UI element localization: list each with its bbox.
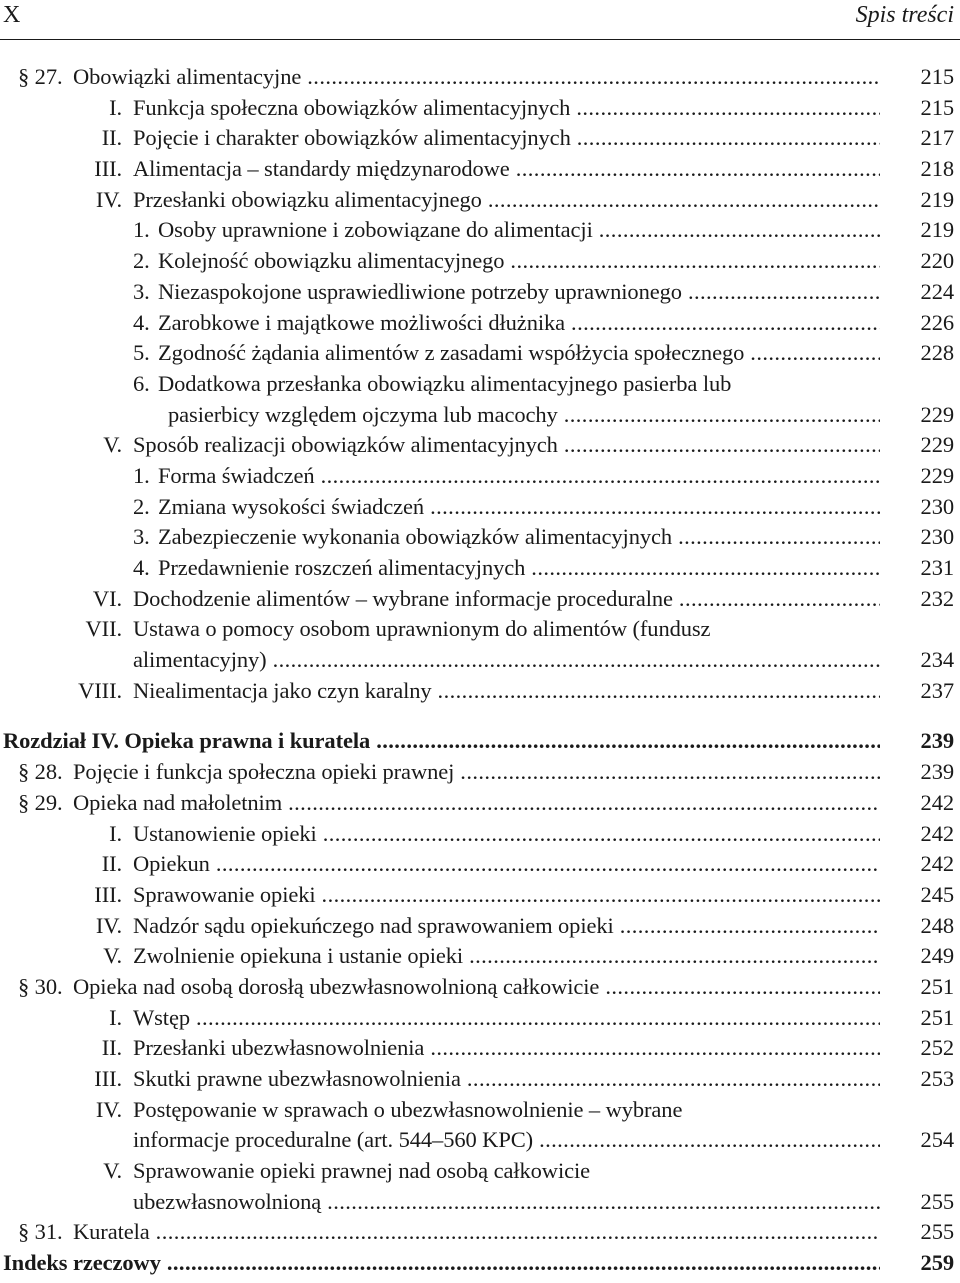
toc-row (0, 277, 960, 308)
toc-page-number: 242 (920, 789, 954, 815)
toc-entry-title: Obowiązki alimentacyjne ..... (73, 62, 880, 93)
toc-entry-number: III. (94, 156, 122, 182)
toc-entry-title: Opieka nad małoletnim ..... (73, 788, 880, 819)
toc-row (0, 788, 960, 819)
toc-entry-title: Alimentacja – standardy międzynarodowe ..... (133, 154, 880, 185)
toc-entry-title: Indeks rzeczowy ..... (3, 1248, 880, 1279)
toc-entry-number: IV. (95, 912, 122, 938)
toc-entry-title: Skutki prawne ubezwłasnowolnienia ..... (133, 1064, 880, 1095)
toc-entry-title: Zabezpieczenie wykonania obowiązków alimentacyjnych ..... (158, 522, 880, 553)
toc-entry-title: Opiekun ..... (133, 849, 880, 880)
toc-page-number: 215 (920, 64, 954, 89)
toc-entry-number: 4. (133, 309, 150, 335)
toc-row (0, 880, 960, 911)
toc-entry-number: IV. (95, 186, 122, 212)
toc-entry-title: Opieka nad osobą dorosłą ubezwłasnowolnioną całkowicie ..... (73, 972, 880, 1003)
toc-entry-number: § 31. (18, 1219, 63, 1245)
toc-entry-title: Ustawa o pomocy osobom uprawnionym do alimentów (fundusz (133, 616, 711, 642)
toc-entry-title: Pojęcie i funkcja społeczna opieki prawnej ..... (73, 757, 880, 788)
toc-page-number: 230 (920, 493, 954, 519)
toc-chapter-row (0, 1248, 960, 1279)
toc-entry-title: Zmiana wysokości świadczeń ..... (158, 492, 880, 523)
toc-page-number: 215 (920, 94, 954, 120)
toc-entry-number: VI. (92, 585, 122, 611)
toc-row (0, 154, 960, 185)
running-title: Spis treści (855, 2, 954, 28)
toc-row (0, 584, 960, 615)
toc-entry-title: Ustanowienie opieki ..... (133, 819, 880, 850)
toc-page-number: 245 (920, 881, 954, 907)
toc-entry-title: Rozdział IV. Opieka prawna i kuratela ..... (3, 726, 880, 757)
toc-row (0, 553, 960, 584)
toc-page-number: 255 (920, 1219, 954, 1245)
toc-entry-number: VII. (85, 616, 122, 642)
toc-row (0, 430, 960, 461)
toc-entry-title: Wstęp ..... (133, 1003, 880, 1034)
toc-entry-title: Funkcja społeczna obowiązków alimentacyjnych ..... (133, 93, 880, 124)
toc-entry-number: V. (103, 432, 122, 458)
toc-entry-number: 5. (133, 340, 150, 366)
toc-entry-number: VIII. (78, 677, 122, 703)
toc-chapter-row (0, 726, 960, 757)
toc-entry-title: Dochodzenie alimentów – wybrane informacje proceduralne ..... (133, 584, 880, 615)
toc-entry-number: 2. (133, 493, 150, 519)
toc-page-number: 229 (920, 462, 954, 488)
toc-row (0, 819, 960, 850)
toc-page-number: 239 (920, 759, 954, 785)
toc-entry-title: Pojęcie i charakter obowiązków alimentacyjnych ..... (133, 123, 880, 154)
toc-entry-title: Osoby uprawnione i zobowiązane do alimentacji ..... (158, 215, 880, 246)
toc-entry-title: Niezaspokojone usprawiedliwione potrzeby uprawnionego ..... (158, 277, 880, 308)
toc-page-number: 220 (920, 248, 954, 274)
toc-row (0, 1033, 960, 1064)
toc-entry-number: IV. (95, 1096, 122, 1122)
toc-row (0, 1187, 960, 1218)
toc-entry-title: informacje proceduralne (art. 544–560 KPC) ..... (133, 1125, 880, 1156)
toc-entry-title: Nadzór sądu opiekuńczego nad sprawowaniem opieki ..... (133, 911, 880, 942)
toc-row (0, 941, 960, 972)
toc-entry-title: Kuratela ..... (73, 1217, 880, 1248)
toc-page-number: 229 (920, 401, 954, 427)
toc-row (0, 369, 960, 400)
toc-entry-number: III. (94, 881, 122, 907)
toc-entry-number: II. (101, 125, 122, 151)
toc-page-number: 224 (920, 278, 954, 304)
toc-entry-title: Przedawnienie roszczeń alimentacyjnych ..... (158, 553, 880, 584)
toc-row (0, 522, 960, 553)
toc-page-number: 259 (920, 1250, 954, 1276)
toc-entry-title: Kolejność obowiązku alimentacyjnego ..... (158, 246, 880, 277)
toc-page-number: 252 (920, 1035, 954, 1061)
toc-entry-title: alimentacyjny) ..... (133, 645, 880, 676)
toc-entry-number: 1. (133, 462, 150, 488)
toc-entry-number: 2. (133, 248, 150, 274)
toc-entry-title: Przesłanki obowiązku alimentacyjnego ..... (133, 185, 880, 216)
toc-row (0, 93, 960, 124)
toc-page-number: 232 (920, 585, 954, 611)
toc-entry-title: Niealimentacja jako czyn karalny ..... (133, 676, 880, 707)
toc-row (0, 1217, 960, 1248)
table-of-contents (0, 62, 960, 1279)
toc-page-number: 219 (920, 217, 954, 243)
toc-entry-number: 3. (133, 278, 150, 304)
toc-entry-number: § 27. (18, 64, 63, 89)
toc-entry-title: Postępowanie w sprawach o ubezwłasnowolnienie – wybrane (133, 1096, 683, 1122)
toc-row (0, 338, 960, 369)
toc-page-number: 219 (920, 186, 954, 212)
toc-row (0, 123, 960, 154)
toc-row (0, 676, 960, 707)
toc-row (0, 1003, 960, 1034)
toc-page-number: 255 (920, 1188, 954, 1214)
toc-page-number: 242 (920, 851, 954, 877)
toc-page-number: 228 (920, 340, 954, 366)
toc-row (0, 645, 960, 676)
toc-row (0, 461, 960, 492)
toc-entry-number: II. (101, 1035, 122, 1061)
toc-entry-title: Forma świadczeń ..... (158, 461, 880, 492)
toc-entry-number: 3. (133, 524, 150, 550)
toc-row (0, 849, 960, 880)
toc-row (0, 185, 960, 216)
toc-entry-number: II. (101, 851, 122, 877)
toc-row (0, 400, 960, 431)
toc-entry-number: 4. (133, 555, 150, 580)
toc-entry-number: I. (109, 1004, 122, 1030)
toc-page-number: 237 (920, 677, 954, 703)
toc-entry-title: Sposób realizacji obowiązków alimentacyjnych ..... (133, 430, 880, 461)
toc-row (0, 308, 960, 339)
toc-row (0, 215, 960, 246)
page-number-roman: X (3, 2, 21, 28)
toc-entry-title: Sprawowanie opieki ..... (133, 880, 880, 911)
toc-entry-title: Zgodność żądania alimentów z zasadami współżycia społecznego ..... (158, 338, 880, 369)
toc-row (0, 1095, 960, 1126)
toc-entry-number: I. (109, 94, 122, 120)
toc-page-number: 249 (920, 943, 954, 969)
toc-row (0, 911, 960, 942)
toc-page-number: 239 (920, 728, 954, 754)
toc-page-number: 251 (920, 1004, 954, 1030)
toc-entry-title: pasierbicy względem ojczyma lub macochy ..... (168, 400, 880, 431)
toc-entry-title: Dodatkowa przesłanka obowiązku alimentacyjnego pasierba lub (158, 370, 732, 396)
toc-entry-number: 6. (133, 370, 150, 396)
toc-row (0, 972, 960, 1003)
toc-row (0, 1156, 960, 1187)
toc-page-number: 229 (920, 432, 954, 458)
toc-entry-title: Zarobkowe i majątkowe możliwości dłużnika ..... (158, 308, 880, 339)
toc-page-number: 253 (920, 1066, 954, 1091)
toc-page-number: 242 (920, 820, 954, 846)
toc-entry-number: I. (109, 820, 122, 846)
toc-row (0, 1064, 960, 1095)
toc-row (0, 1125, 960, 1156)
toc-row (0, 757, 960, 788)
page-header (0, 0, 960, 40)
toc-page-number: 234 (920, 647, 954, 673)
toc-row (0, 246, 960, 277)
toc-entry-number: § 28. (18, 759, 63, 785)
toc-entry-number: § 29. (18, 789, 63, 815)
toc-page-number: 251 (920, 973, 954, 999)
toc-page-number: 226 (920, 309, 954, 335)
toc-entry-title: Przesłanki ubezwłasnowolnienia ..... (133, 1033, 880, 1064)
toc-entry-number: III. (94, 1066, 122, 1091)
toc-page-number: 217 (920, 125, 954, 151)
toc-entry-number: § 30. (18, 973, 63, 999)
toc-entry-number: V. (103, 943, 122, 969)
toc-page-number: 254 (920, 1127, 954, 1153)
toc-row (0, 62, 960, 93)
toc-page-number: 218 (920, 156, 954, 182)
toc-entry-title: ubezwłasnowolnioną ..... (133, 1187, 880, 1218)
toc-page-number: 231 (920, 555, 954, 580)
toc-row (0, 492, 960, 523)
toc-entry-number: V. (103, 1158, 122, 1184)
toc-row (0, 614, 960, 645)
toc-page-number: 230 (920, 524, 954, 550)
toc-entry-number: 1. (133, 217, 150, 243)
toc-entry-title: Zwolnienie opiekuna i ustanie opieki ..... (133, 941, 880, 972)
toc-entry-title: Sprawowanie opieki prawnej nad osobą całkowicie (133, 1158, 591, 1184)
header-rule (0, 39, 960, 40)
toc-page-number: 248 (920, 912, 954, 938)
